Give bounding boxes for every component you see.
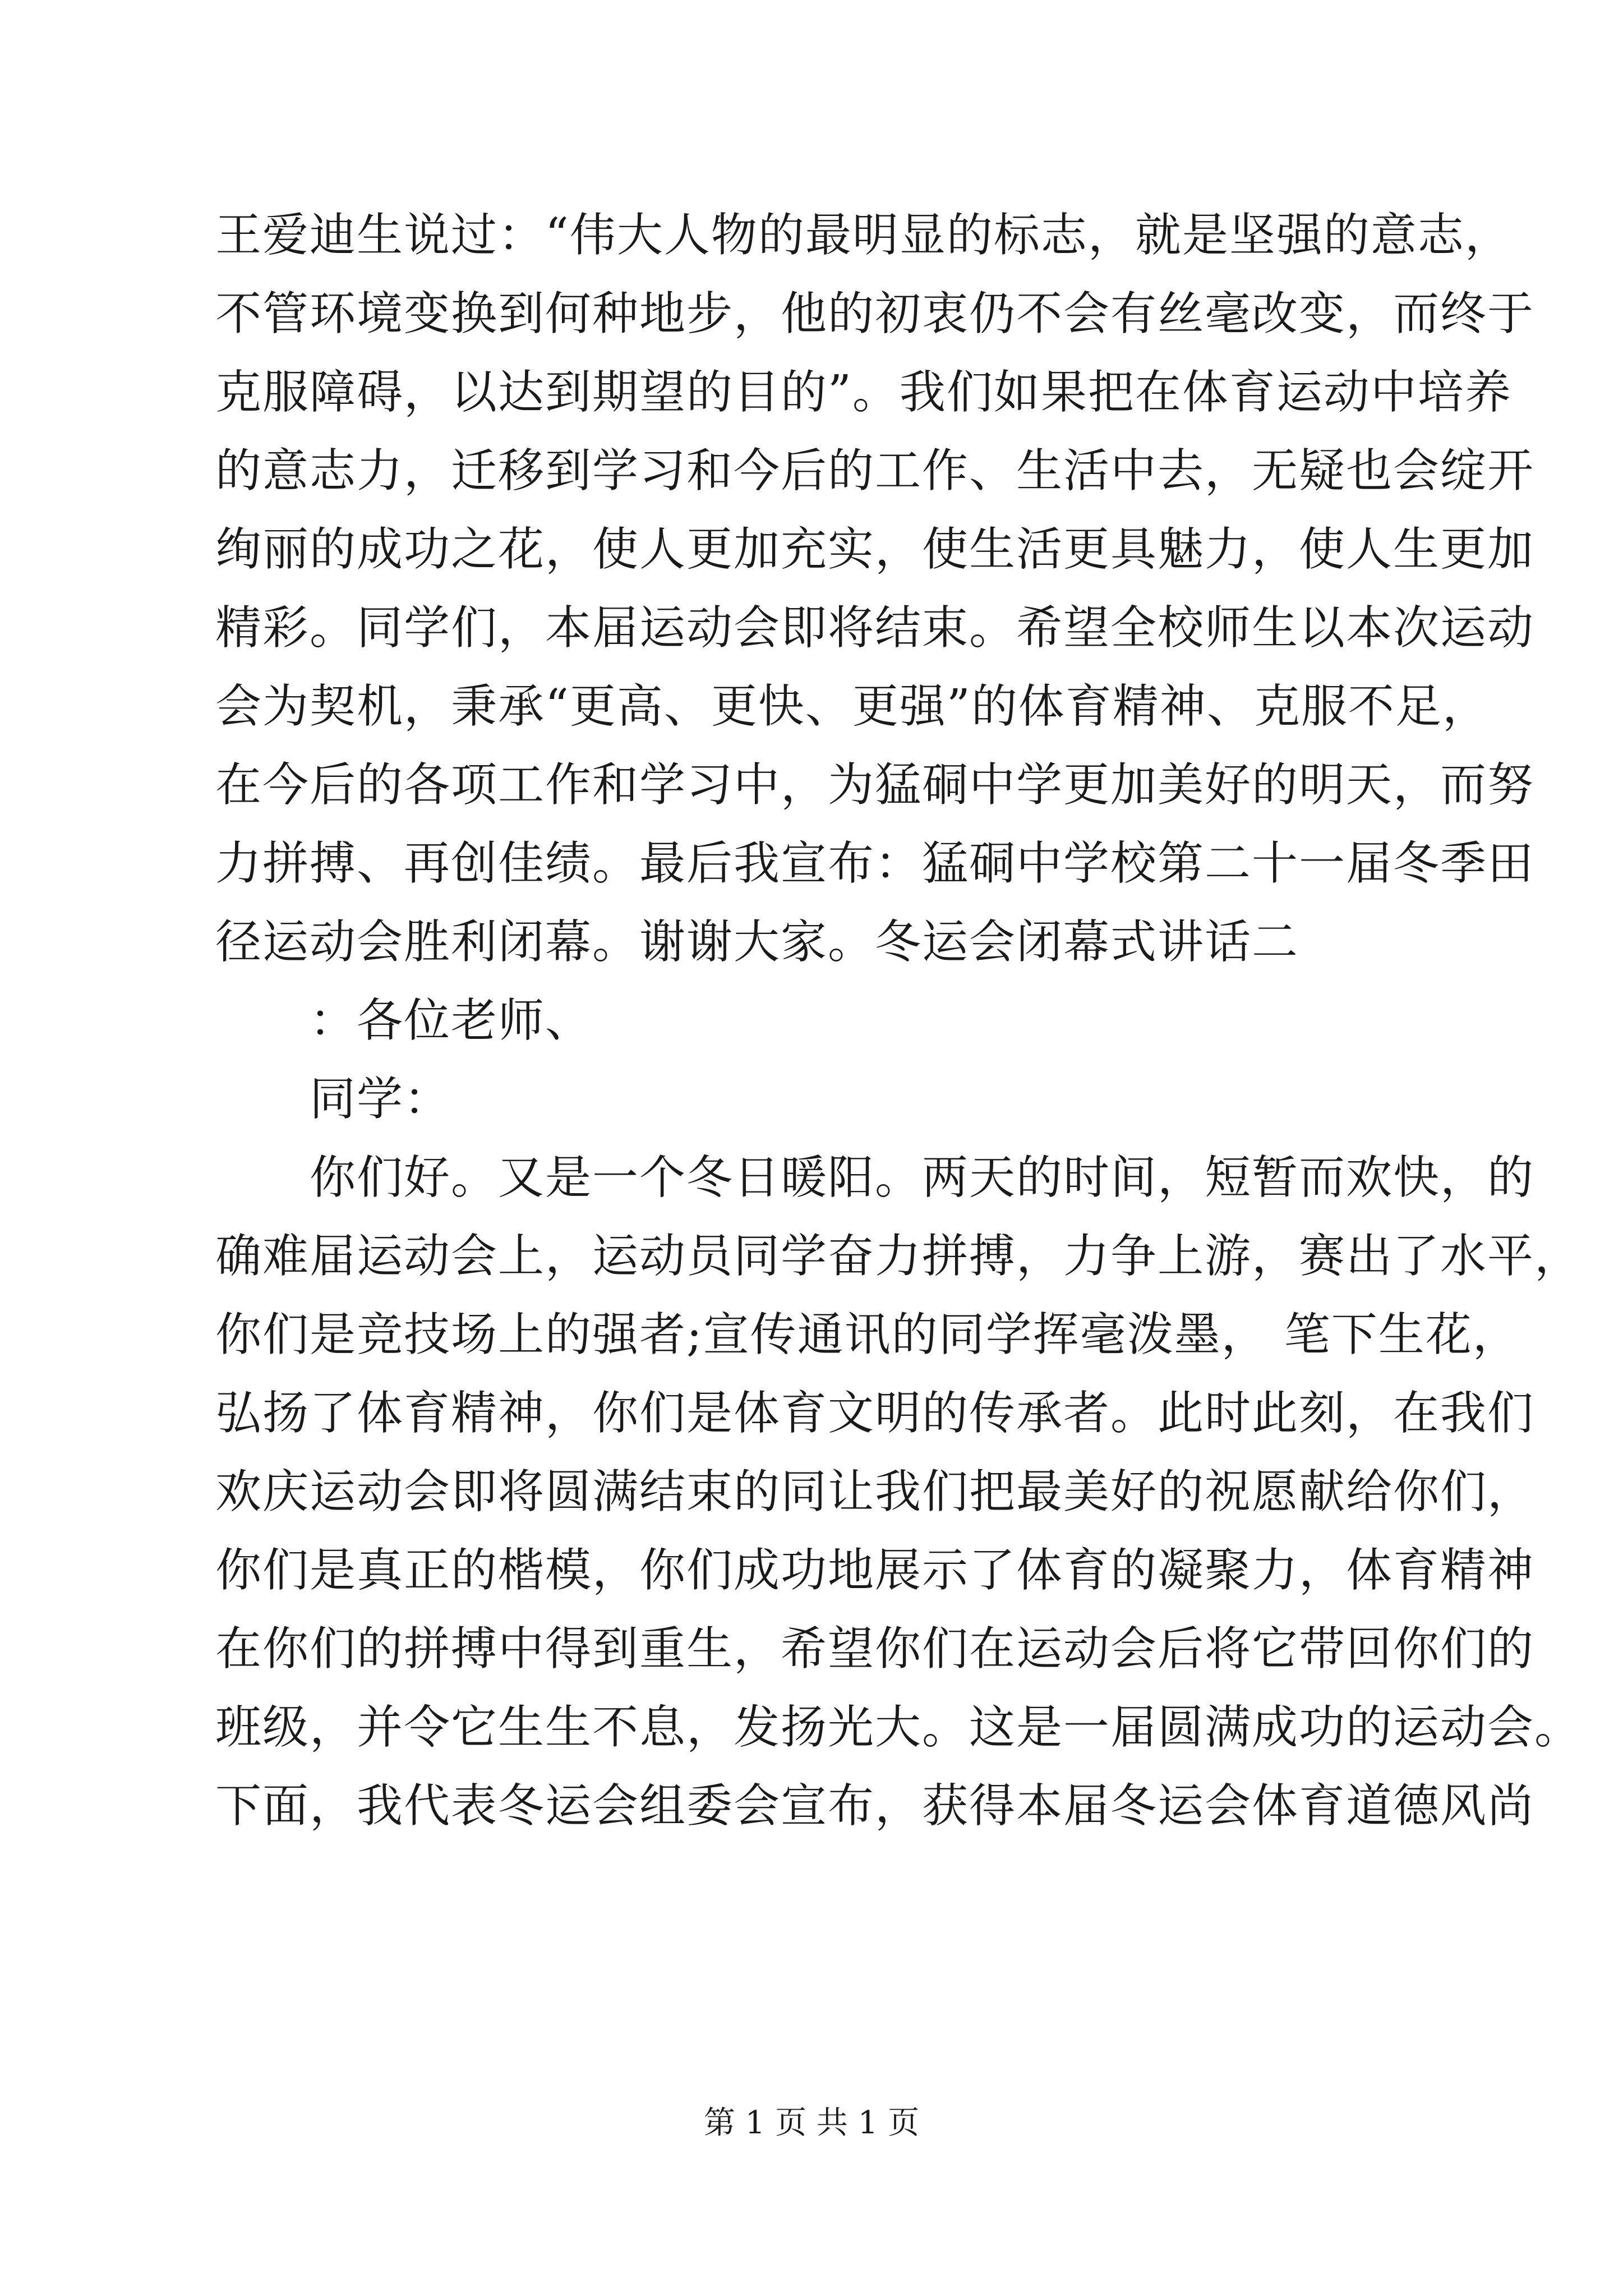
text-line: 同学：	[215, 1073, 451, 1126]
text-line: 绚丽的成功之花，使人更加充实，使生活更具魅力，使人生更加	[215, 523, 1535, 576]
text-line: 下面，我代表冬运会组委会宣布，获得本届冬运会体育道德风尚	[215, 1779, 1535, 1833]
text-line: 精彩。同学们，本届运动会即将结束。希望全校师生以本次运动	[215, 601, 1535, 655]
text-line: 你们是真正的楷模，你们成功地展示了体育的凝聚力，体育精神	[215, 1544, 1535, 1597]
text-line: 你们是竞技场上的强者;宣传通讯的同学挥毫泼墨， 笔下生花，	[215, 1308, 1520, 1361]
text-line: 力拼搏、再创佳绩。最后我宣布：猛硐中学校第二十一届冬季田	[215, 837, 1535, 890]
text-line: 确难届运动会上，运动员同学奋力拼搏，力争上游，赛出了水平，	[215, 1230, 1582, 1283]
body-text	[215, 196, 1582, 1846]
text-line: 在今后的各项工作和学习中，为猛硐中学更加美好的明天，而努	[215, 758, 1535, 812]
text-line: ：各位老师、	[215, 994, 593, 1047]
text-line: 不管环境变换到何种地步，他的初衷仍不会有丝毫改变，而终于	[215, 287, 1535, 341]
text-line: 弘扬了体育精神，你们是体育文明的传承者。此时此刻，在我们	[215, 1387, 1535, 1440]
text-line: 在你们的拼搏中得到重生，希望你们在运动会后将它带回你们的	[215, 1622, 1535, 1676]
text-line: 你们好。又是一个冬日暖阳。两天的时间，短暂而欢快，的	[215, 1151, 1535, 1204]
text-line: 欢庆运动会即将圆满结束的同让我们把最美好的祝愿献给你们，	[215, 1465, 1535, 1519]
text-line: 径运动会胜利闭幕。谢谢大家。冬运会闭幕式讲话二	[215, 915, 1299, 969]
text-line: 的意志力，迁移到学习和今后的工作、生活中去，无疑也会绽开	[215, 444, 1535, 498]
page-footer: 第 1 页 共 1 页	[703, 2105, 920, 2141]
text-line: 会为契机，秉承“更高、更快、更强”的体育精神、克服不足，	[215, 680, 1490, 733]
text-line: 克服障碍，以达到期望的目的”。我们如果把在体育运动中培养	[215, 366, 1512, 419]
text-line: 王爱迪生说过：“伟大人物的最明显的标志，就是坚强的意志，	[215, 209, 1512, 262]
text-line: 班级，并令它生生不息，发扬光大。这是一届圆满成功的运动会。	[215, 1701, 1582, 1754]
